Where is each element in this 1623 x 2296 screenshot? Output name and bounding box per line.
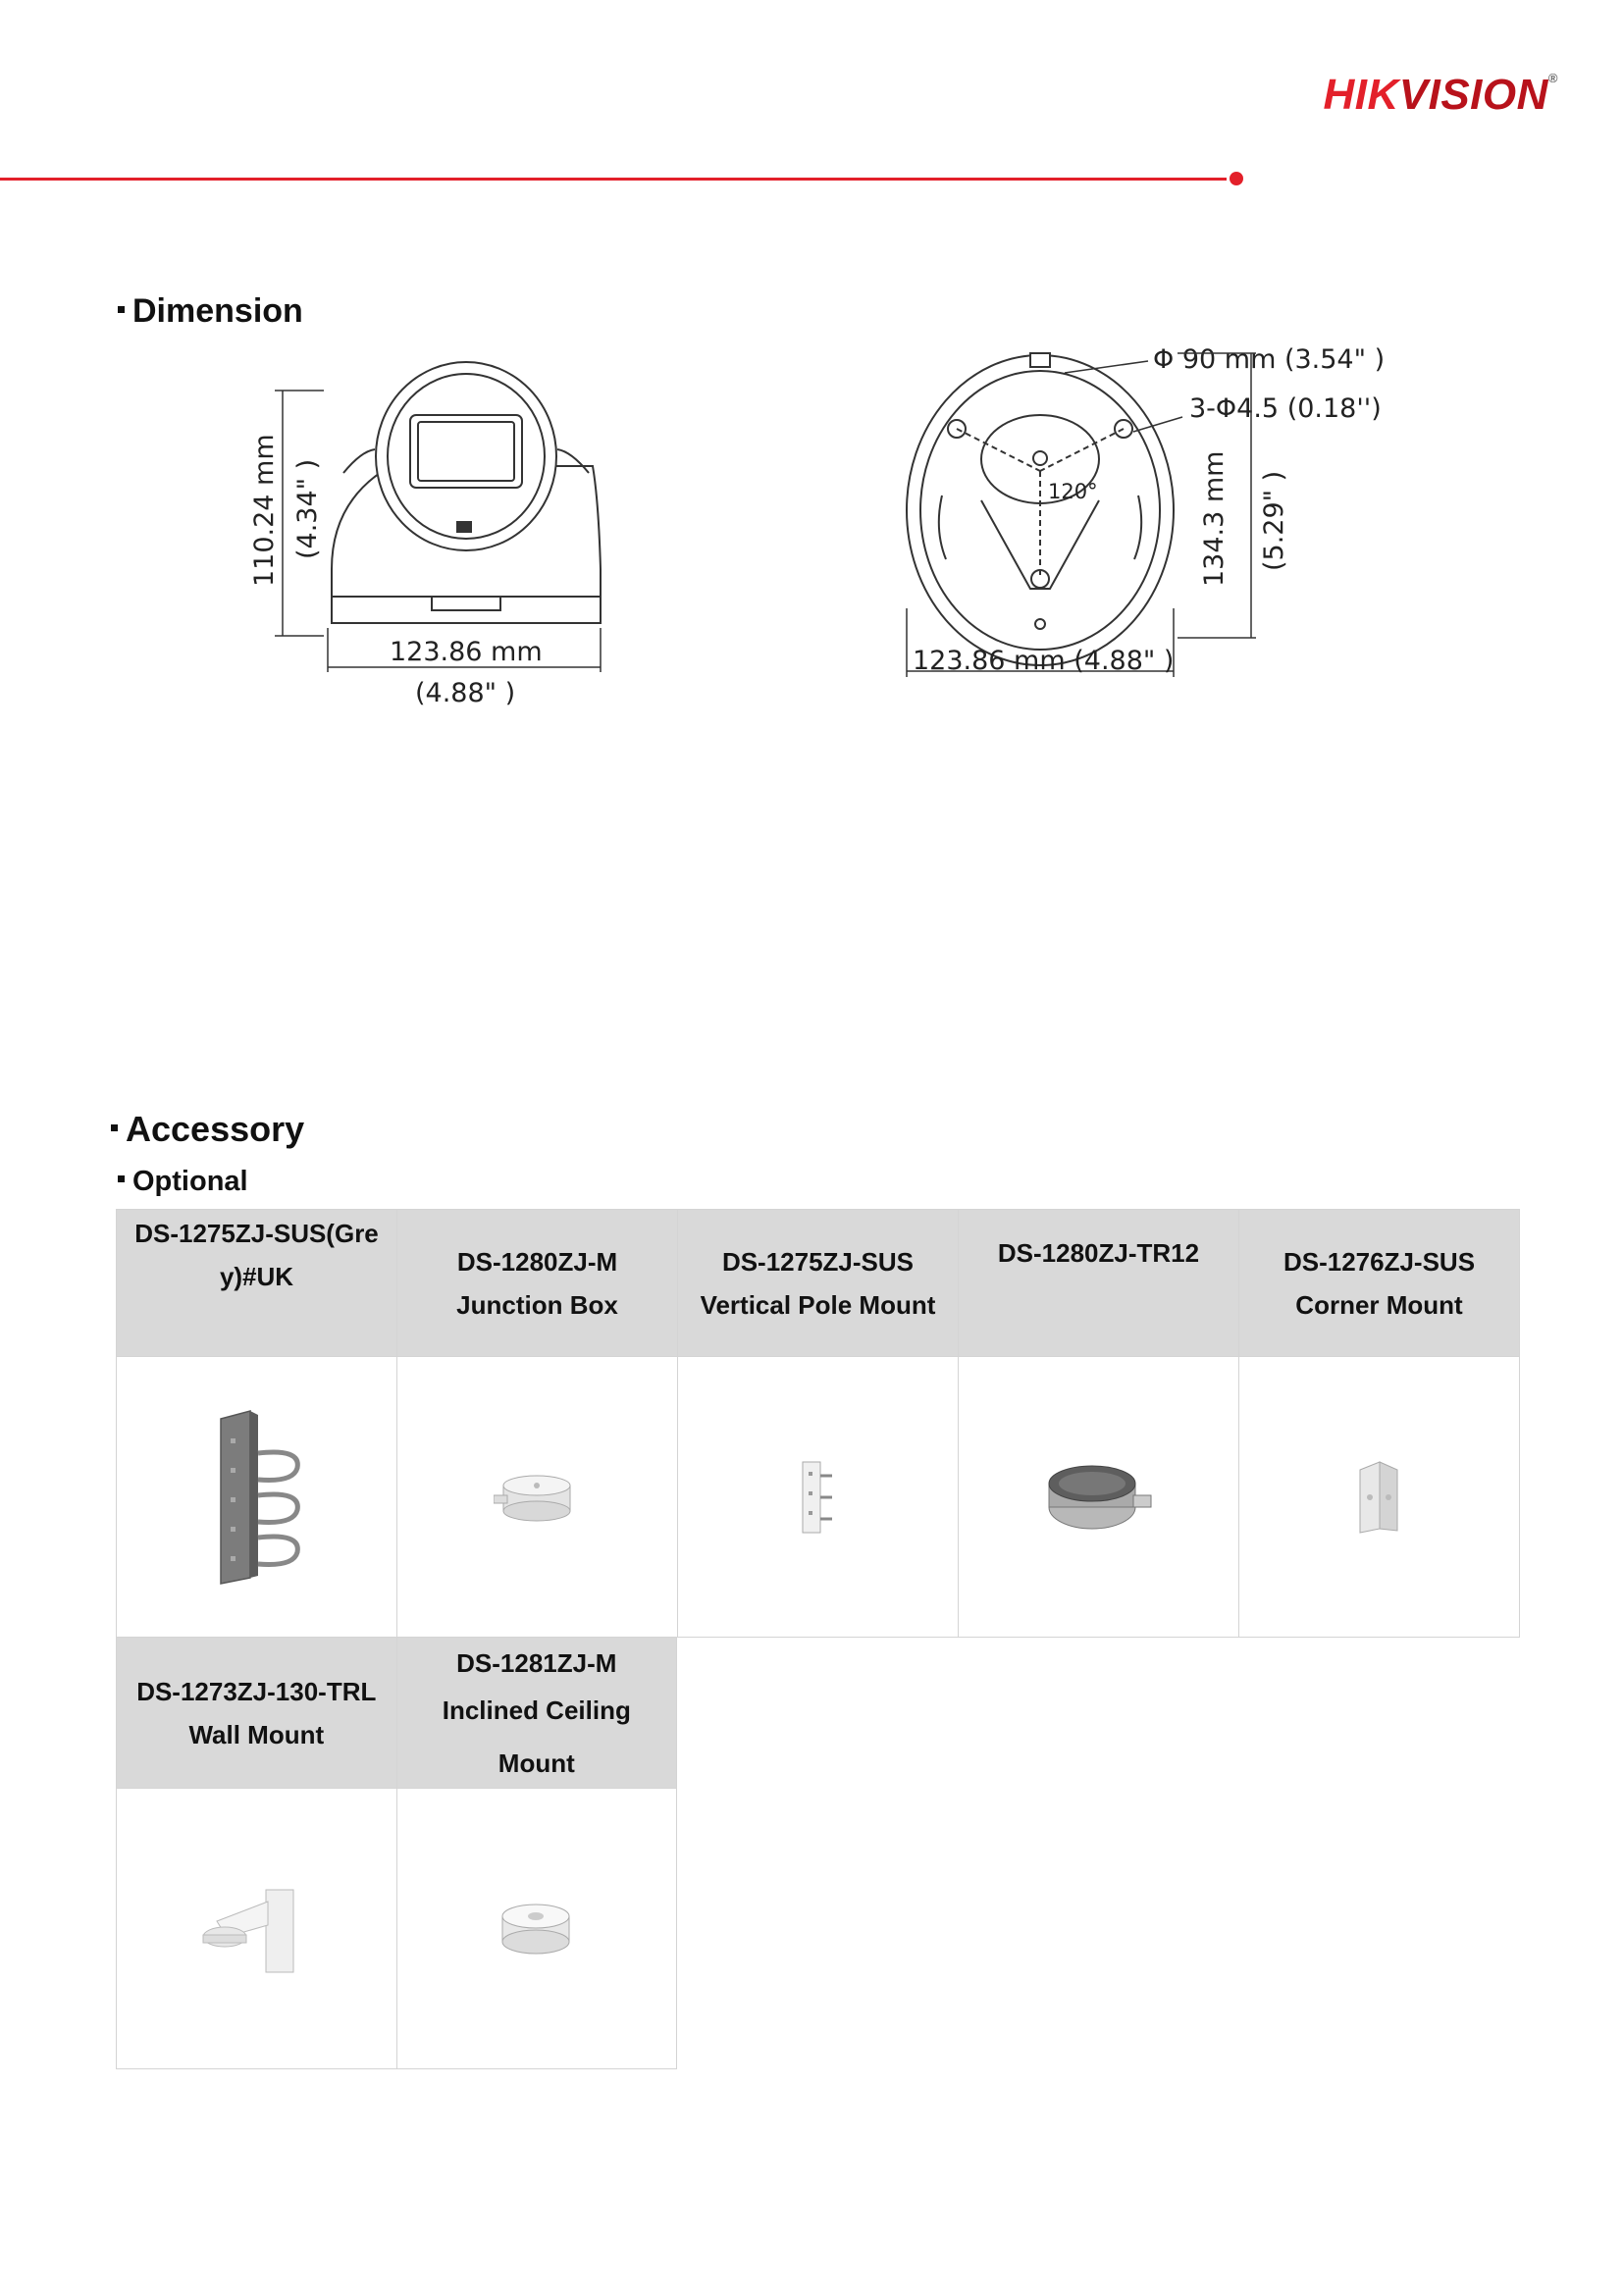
accessory-model: DS-1280ZJ-TR12 (997, 1238, 1200, 1268)
accessory-model-cont: y)#UK (219, 1262, 294, 1291)
accessory-model: DS-1275ZJ-SUS(Gre (134, 1219, 379, 1248)
turret-camera-side-icon (332, 362, 601, 623)
side-width-in: (4.88" ) (415, 678, 516, 708)
accessory-image-row (117, 1789, 677, 2069)
dimension-heading-text: Dimension (132, 292, 303, 330)
bottom-height-mm: 134.3 mm (1199, 450, 1230, 587)
logo-hik-text: HIK (1323, 71, 1399, 119)
logo-vision-text: VISION (1398, 71, 1548, 119)
inclined-ceiling-mount-image (396, 1789, 676, 2069)
bullet-icon (111, 1124, 118, 1131)
hikvision-logo (1323, 71, 1558, 120)
header-divider-dot (1230, 172, 1243, 185)
accessory-type: Junction Box (456, 1289, 618, 1320)
side-width-mm: 123.86 mm (390, 637, 543, 667)
bullet-icon (118, 306, 125, 313)
junction-box-grey-image (958, 1357, 1238, 1638)
side-view-drawing (226, 334, 657, 721)
wall-mount-image (117, 1789, 397, 2069)
accessory-name-cell (397, 1210, 678, 1357)
logo-registered-mark: ® (1547, 71, 1558, 85)
optional-heading (118, 1166, 248, 1198)
turret-camera-bottom-icon (907, 353, 1174, 665)
bottom-holes: 3-Φ4.5 (0.18'') (1189, 393, 1382, 424)
accessory-model: DS-1275ZJ-SUS (721, 1246, 915, 1277)
accessory-name-cell (396, 1638, 676, 1789)
accessory-image-row (117, 1357, 1520, 1638)
accessory-type: Vertical Pole Mount (700, 1289, 936, 1320)
pole-mount-image (678, 1357, 959, 1638)
accessory-type: Corner Mount (1295, 1289, 1463, 1320)
junction-box-image (397, 1357, 678, 1638)
accessory-table-row2 (116, 1637, 677, 2069)
side-height-in: (4.34" ) (292, 458, 323, 559)
accessory-header-row (117, 1210, 1520, 1357)
corner-mount-image (1239, 1357, 1520, 1638)
bottom-diameter: Φ 90 mm (3.54" ) (1153, 344, 1386, 375)
accessory-name-cell (678, 1210, 959, 1357)
bottom-width: 123.86 mm (4.88" ) (913, 646, 1175, 676)
accessory-model: DS-1280ZJ-M (456, 1246, 618, 1277)
accessory-type-cont: Mount (497, 1748, 575, 1778)
accessory-model: DS-1276ZJ-SUS (1283, 1246, 1476, 1277)
accessory-model: DS-1281ZJ-M (456, 1647, 617, 1678)
accessory-header-row (117, 1638, 677, 1789)
accessory-type: Wall Mount (188, 1719, 325, 1749)
accessory-name-cell (958, 1210, 1238, 1357)
bullet-icon (118, 1175, 125, 1182)
accessory-type: Inclined Ceiling (442, 1695, 631, 1725)
bottom-height-in: (5.29" ) (1259, 470, 1289, 571)
pole-mount-grey-image (117, 1357, 397, 1638)
side-height-mm: 110.24 mm (249, 434, 280, 587)
bottom-angle: 120° (1048, 480, 1098, 503)
accessory-model: DS-1273ZJ-130-TRL (136, 1676, 377, 1706)
accessory-heading (111, 1109, 304, 1150)
accessory-name-cell (117, 1638, 397, 1789)
optional-heading-text: Optional (132, 1166, 248, 1197)
dimension-heading (118, 292, 303, 331)
accessory-name-cell (1239, 1210, 1520, 1357)
header-divider (0, 178, 1227, 181)
accessory-name-cell (117, 1210, 397, 1357)
bottom-view-drawing (883, 324, 1433, 697)
accessory-table-row1 (116, 1209, 1520, 1638)
accessory-heading-text: Accessory (126, 1109, 305, 1149)
